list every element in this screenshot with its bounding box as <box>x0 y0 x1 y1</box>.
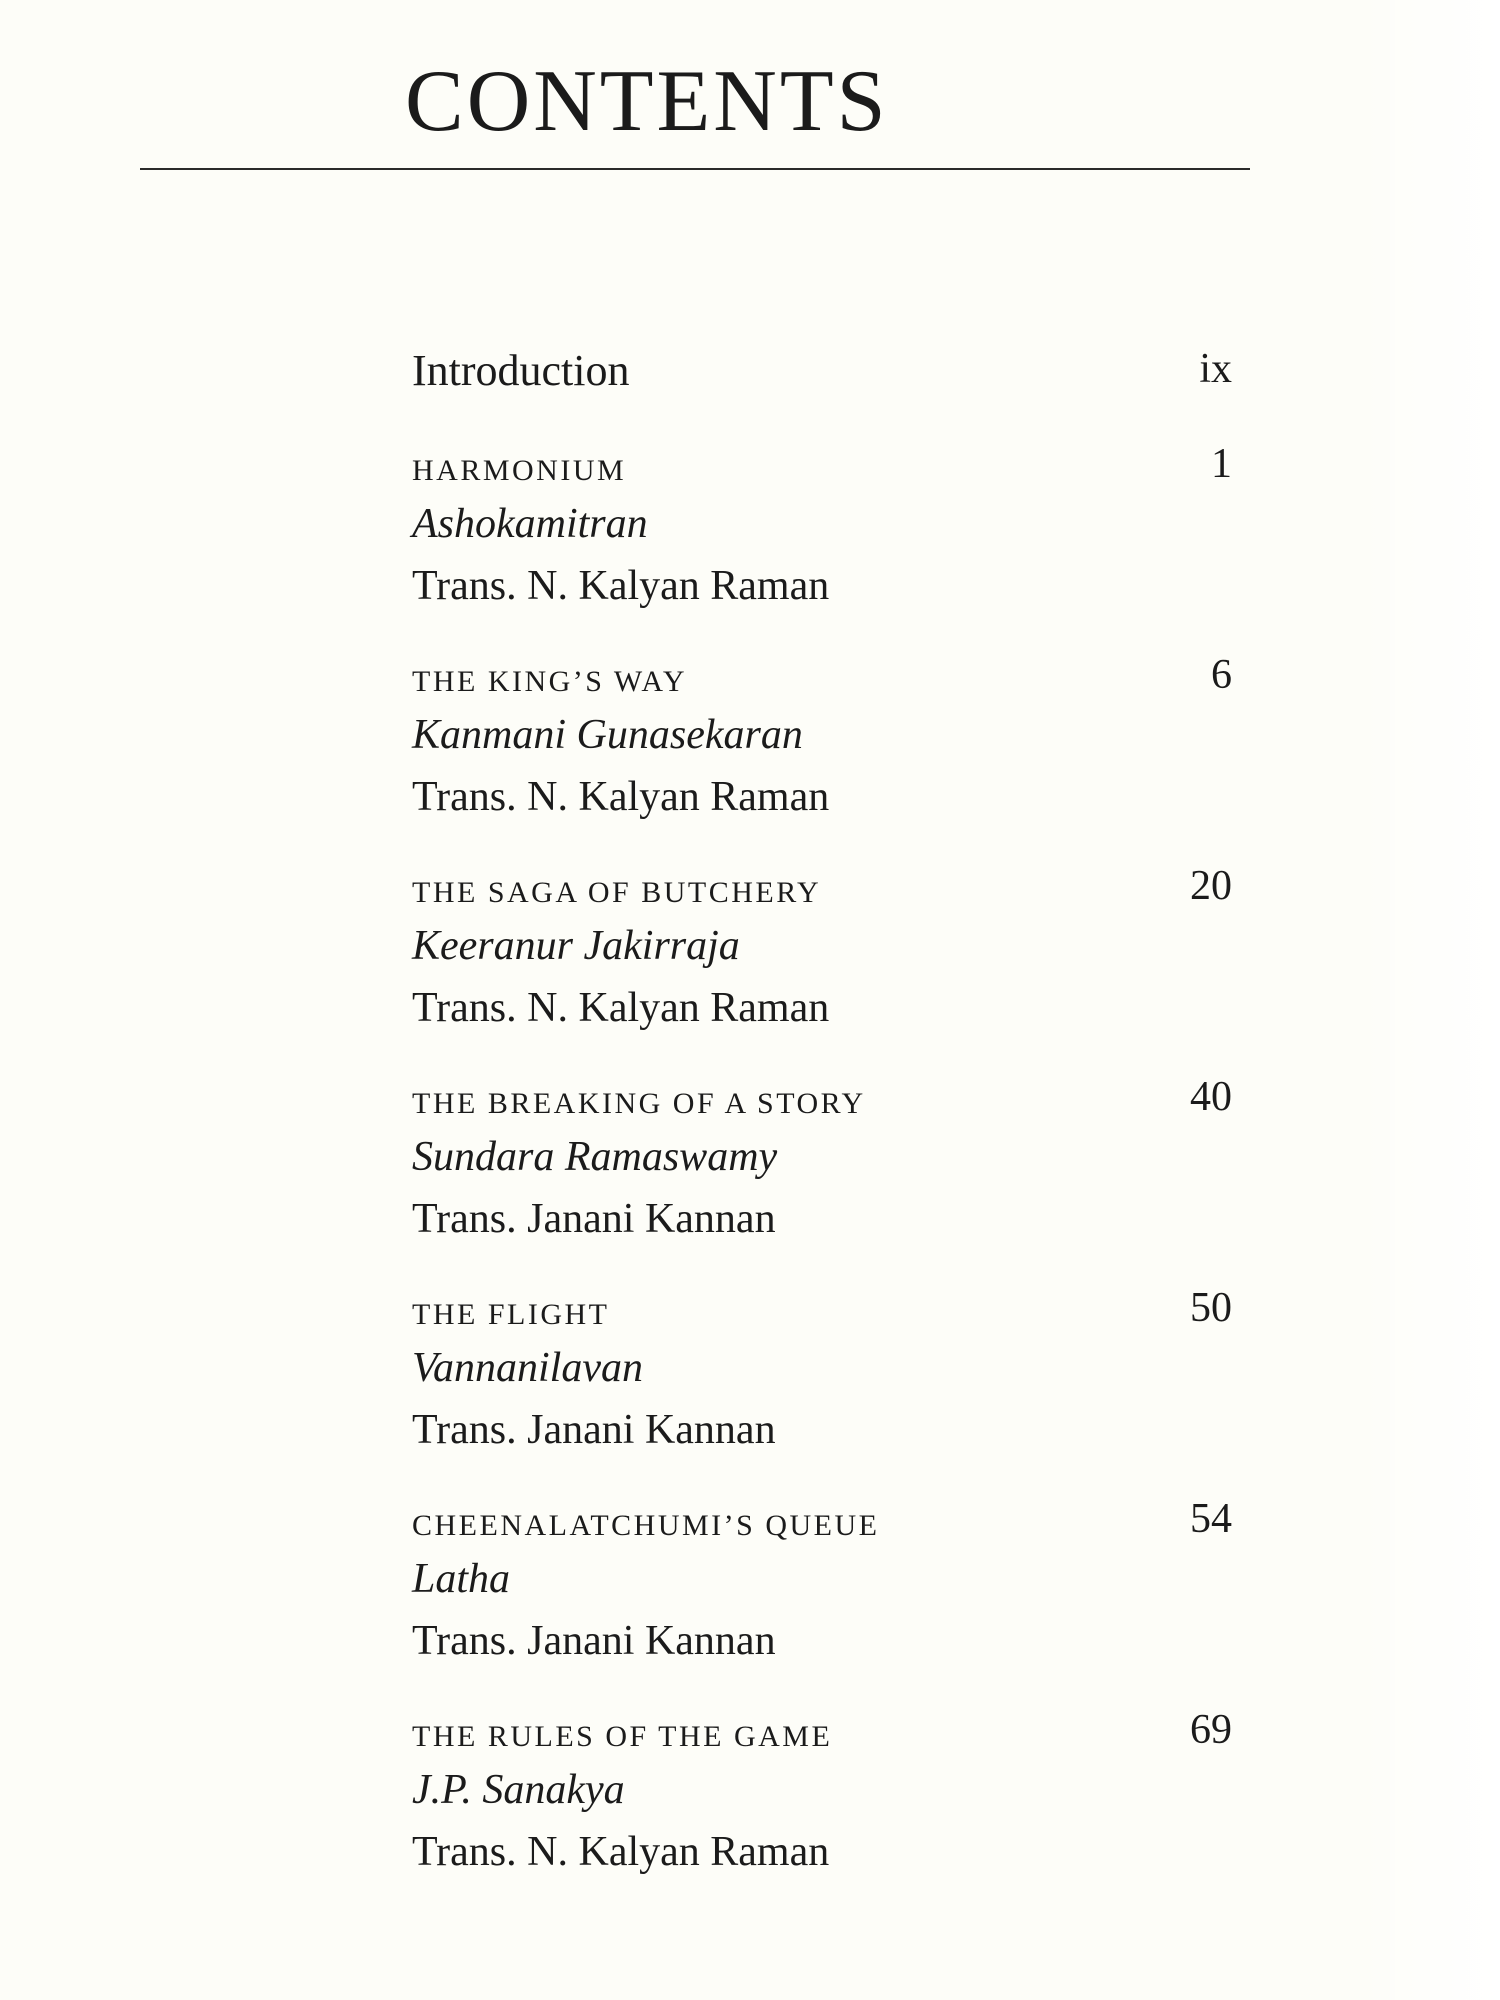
toc-entry <box>412 1073 1232 1284</box>
page-number: 69 <box>1190 1707 1232 1753</box>
introduction-page-number: ix <box>1199 346 1232 392</box>
toc-entry <box>412 440 1232 651</box>
author-name: Kanmani Gunasekaran <box>412 712 803 758</box>
story-title: CHEENALATCHUMI’S QUEUE <box>412 1509 880 1542</box>
toc-entry <box>412 1284 1232 1495</box>
author-name: Sundara Ramaswamy <box>412 1134 778 1180</box>
page-number: 1 <box>1211 441 1232 487</box>
page-number: 6 <box>1211 652 1232 698</box>
heading-rule <box>140 168 1250 170</box>
toc-entry <box>412 1706 1232 1917</box>
story-title: HARMONIUM <box>412 454 627 487</box>
story-title: THE FLIGHT <box>412 1298 610 1331</box>
toc-entry-introduction <box>412 345 1232 395</box>
translator-credit: Trans. Janani Kannan <box>412 1618 776 1664</box>
story-title: THE BREAKING OF A STORY <box>412 1087 866 1120</box>
story-title: THE KING’S WAY <box>412 665 687 698</box>
page-number: 50 <box>1190 1285 1232 1331</box>
page-number: 40 <box>1190 1074 1232 1120</box>
author-name: Ashokamitran <box>412 501 648 547</box>
author-name: J.P. Sanakya <box>412 1767 625 1813</box>
page-edge-shading <box>1360 0 1500 2000</box>
translator-credit: Trans. N. Kalyan Raman <box>412 985 830 1031</box>
translator-credit: Trans. N. Kalyan Raman <box>412 563 830 609</box>
author-name: Latha <box>412 1556 511 1602</box>
page-title: CONTENTS <box>405 53 889 150</box>
author-name: Vannanilavan <box>412 1345 643 1391</box>
story-title: THE RULES OF THE GAME <box>412 1720 833 1753</box>
toc-entry <box>412 651 1232 862</box>
introduction-label: Introduction <box>412 346 630 395</box>
author-name: Keeranur Jakirraja <box>412 923 740 969</box>
translator-credit: Trans. Janani Kannan <box>412 1196 776 1242</box>
toc-entry <box>412 1495 1232 1706</box>
toc-entry <box>412 862 1232 1073</box>
toc-list <box>412 440 1232 1917</box>
page-number: 20 <box>1190 863 1232 909</box>
translator-credit: Trans. N. Kalyan Raman <box>412 1829 830 1875</box>
translator-credit: Trans. Janani Kannan <box>412 1407 776 1453</box>
translator-credit: Trans. N. Kalyan Raman <box>412 774 830 820</box>
story-title: THE SAGA OF BUTCHERY <box>412 876 822 909</box>
page-number: 54 <box>1190 1496 1232 1542</box>
